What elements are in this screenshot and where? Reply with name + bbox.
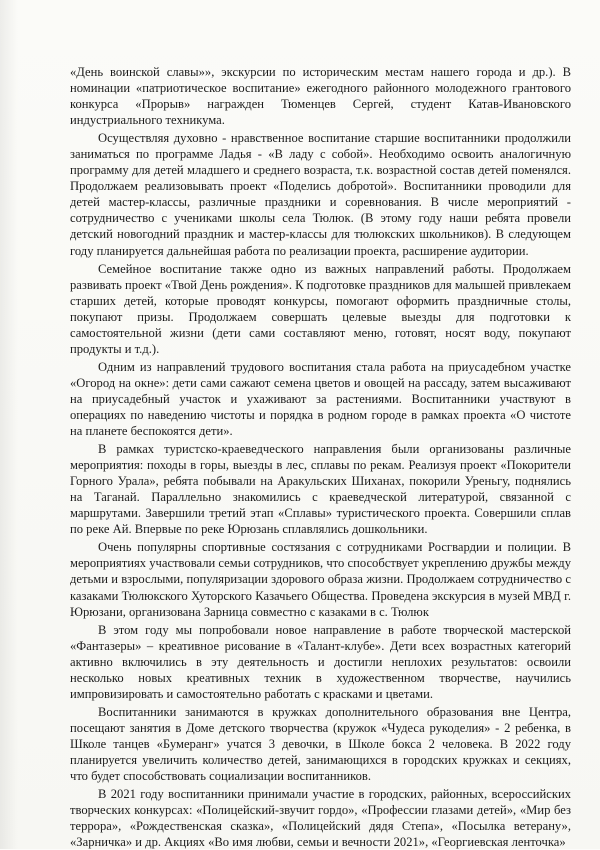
paragraph-3: Семейное воспитание также одно из важных направлений работы. Продолжаем развивать проект «Твой День рождения». К подготовке праздников для малышей привлекаем старших детей, которые проводят конкурсы, помогают оформить праздничные столы, покупают призы. Продолжаем совершать целевые выезды для подготовки к самостоятельной жизни (дети сами составляют меню, готовят, носят воду, покупают продукты и т.д.). xyxy=(70,261,571,356)
paragraph-1: «День воинской славы»», экскурсии по историческим местам нашего города и др.). В номинации «патриотическое воспитание» ежегодного районного молодежного грантового конкурса «Прорыв» награжден Тюменцев Сергей, студент Катав-Ивановского индустриального техникума. xyxy=(70,65,571,128)
paragraph-5: В рамках туристско-краеведческого направления были организованы различные мероприятия: походы в горы, выезды в лес, сплавы по рекам. Реализуя проект «Покорители Горного Урала», ребята побывали на Аракульских Шиханах, покорили Уреньгу, поднялись на Таганай. Параллельно знакомились с краеведческой литературой, связанной с маршрутами. Завершили третий этап «Сплавы» туристического проекта. Совершили сплав по реке Ай. Впервые по реке Юрюзань сплавлялись дошкольники. xyxy=(70,442,571,537)
paragraph-8: Воспитанники занимаются в кружках дополнительного образования вне Центра, посещают занятия в Доме детского творчества (кружок «Чудеса рукоделия» - 2 ребенка, в Школе танцев «Бумеранг» учатся 3 девочки, в Школе бокса 2 человека. В 2022 году планируется увеличить количество детей, занимающихся в городских кружках и секциях, что будет способствовать социализации воспитанников. xyxy=(70,704,571,784)
paragraph-4: Одним из направлений трудового воспитания стала работа на приусадебном участке «Огород на окне»: дети сами сажают семена цветов и овощей на рассаду, затем высаживают на приусадебный участок и ухаживают за растениями. Воспитанники участвуют в операциях по наведению чистоты и порядка в родном городе в рамках проекта «О чистоте на планете беспокоятся дети». xyxy=(70,359,571,439)
paragraph-9: В 2021 году воспитанники принимали участие в городских, районных, всероссийских творческих конкурсах: «Полицейский-звучит гордо», «Профессии глазами детей», «Мир без террора», «Рождественская сказка», «Полицейский дядя Степа», «Посылка ветерану», «Зарничка» и др. Акциях «Во имя любви, семьи и вечности 2021», «Георгиевская ленточка» xyxy=(70,787,571,850)
paragraph-6: Очень популярны спортивные состязания с сотрудниками Росгвардии и полиции. В мероприятиях участвовали семьи сотрудников, что способствует укреплению дружбы между детьми и взрослыми, популяризации здорового образа жизни. Продолжаем сотрудничество с казаками Тюлюкского Хуторского Казачьего Общества. Проведена экскурсия в музей МВД г. Юрюзани, организована Зарница совместно с казаками в с. Тюлюк xyxy=(70,540,571,619)
page-edge-shadow xyxy=(0,0,18,849)
document-body xyxy=(70,64,571,850)
paragraph-7: В этом году мы попробовали новое направление в работе творческой мастерской «Фантазеры» – креативное рисование в «Талант-клубе». Дети всех возрастных категорий активно включились в эту деятельность и достигли неплохих результатов: освоили несколько новых креативных техник в художественном творчестве, научились импровизировать и самостоятельно работать с красками и цветами. xyxy=(70,622,571,701)
paragraph-2: Осуществляя духовно - нравственное воспитание старшие воспитанники продолжили заниматься по программе Ладья - «В ладу с собой». Необходимо освоить аналогичную программу для детей младшего и среднего возраста, т.к. возрастной состав детей поменялся. Продолжаем реализовывать проект «Поделись добротой». Воспитанники проводили для детей мастер-классы, различные праздники и соревнования. В числе мероприятий - сотрудничество с учениками школы села Тюлюк. (В этому году наши ребята провели детский новогодний праздник и мастер-классы для тюлюкских школьников). В следующем году планируется дальнейшая работа по реализации проекта, расширение аудитории. xyxy=(70,131,571,258)
